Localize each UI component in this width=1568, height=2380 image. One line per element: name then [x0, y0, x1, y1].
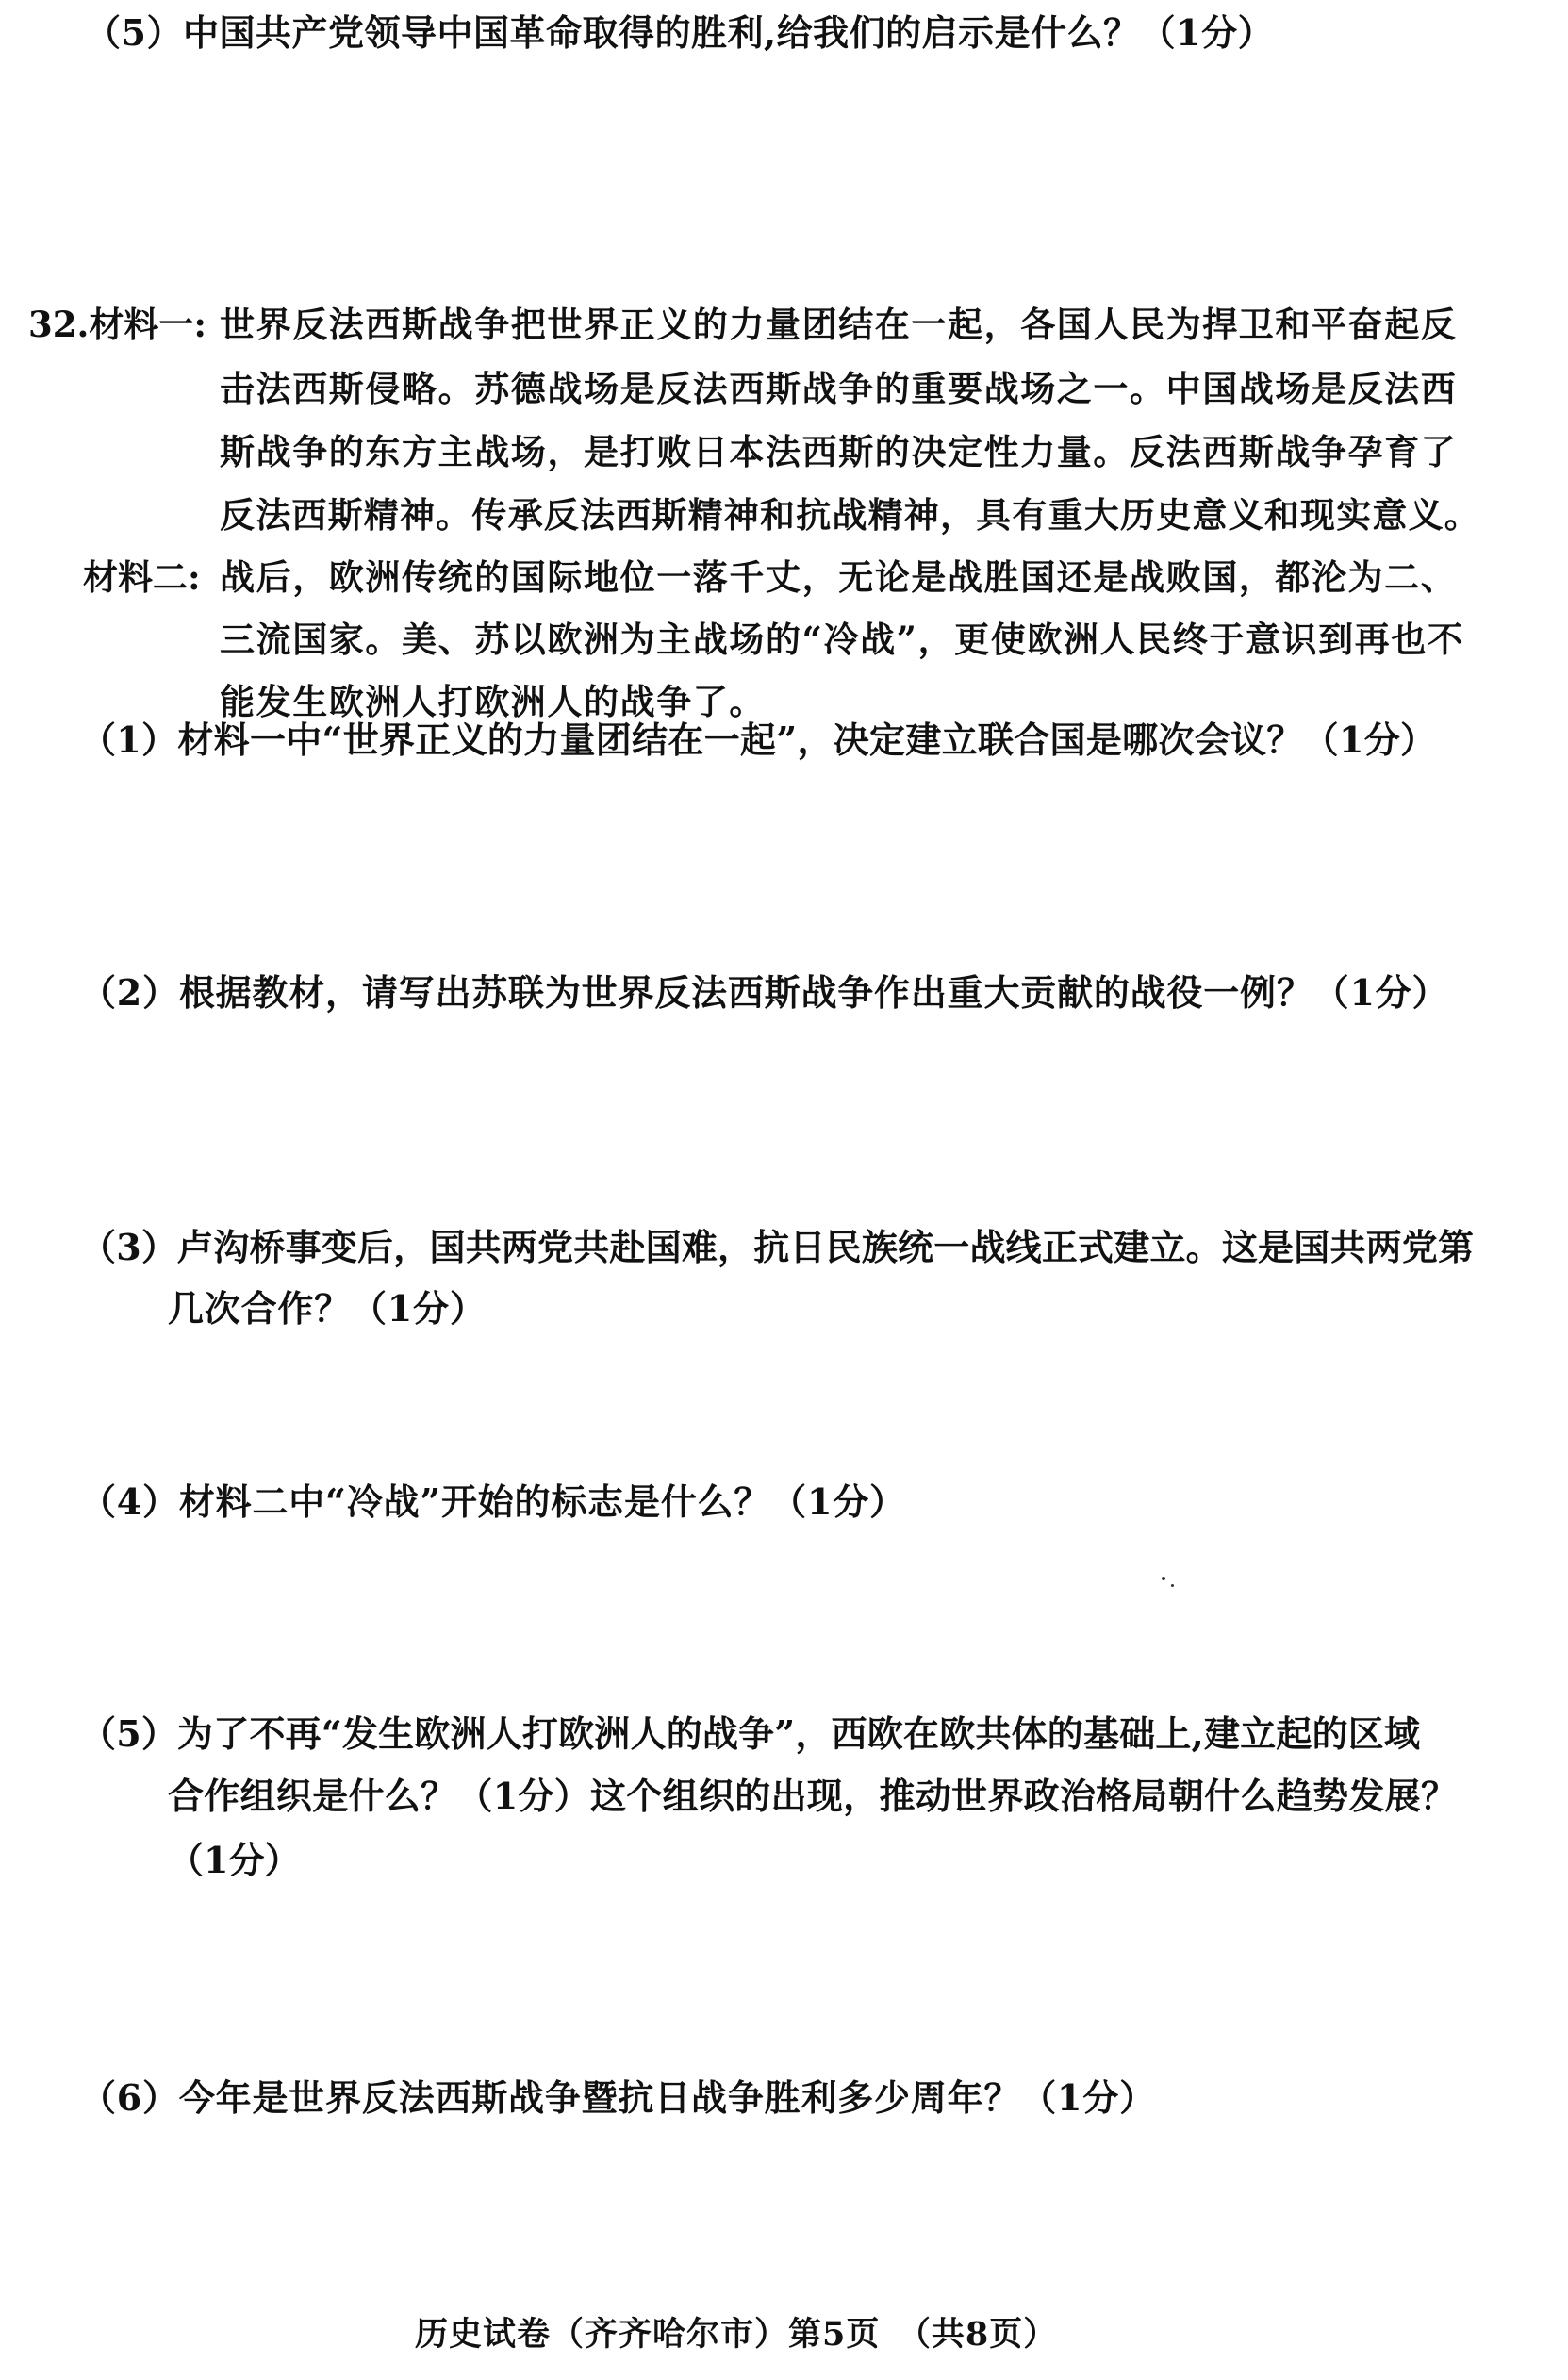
material-1-line: 击法西斯侵略。苏德战场是反法西斯战争的重要战场之一。中国战场是反法西 [220, 368, 1458, 409]
material-1-line: 世界反法西斯战争把世界正义的力量团结在一起，各国人民为捍卫和平奋起反 [220, 304, 1458, 345]
sub-question-6: （6）今年是世界反法西斯战争暨抗日战争胜利多少周年？（1分） [80, 2076, 1156, 2119]
sub-question-2: （2）根据教材，请写出苏联为世界反法西斯战争作出重大贡献的战役一例？（1分） [80, 971, 1449, 1014]
scan-speck [1162, 1577, 1165, 1580]
page-footer: 历史试卷（齐齐哈尔市）第5页 （共8页） [415, 2315, 1058, 2354]
material-2-line: 三流国家。美、苏以欧洲为主战场的“冷战”，更使欧洲人民终于意识到再也不 [220, 619, 1464, 660]
material-2-label: 材料二: [83, 556, 201, 598]
sub-question-5-continued: 合作组织是什么？（1分）这个组织的出现，推动世界政治格局朝什么趋势发展？ [168, 1775, 1458, 1817]
material-2-line: 战后，欧洲传统的国际地位一落千丈，无论是战胜国还是战败国，都沦为二、 [220, 556, 1458, 598]
scan-speck [1171, 1584, 1174, 1587]
prev-question-5: （5）中国共产党领导中国革命取得的胜利,给我们的启示是什么？（1分） [85, 11, 1275, 54]
sub-question-3-continued: 几次合作？（1分） [168, 1287, 487, 1330]
sub-question-5: （5）为了不再“发生欧洲人打欧洲人的战争”，西欧在欧共体的基础上,建立起的区域 [80, 1712, 1421, 1755]
material-1-label: 32.材料一: [28, 304, 207, 345]
sub-question-3: （3）卢沟桥事变后，国共两党共赴国难，抗日民族统一战线正式建立。这是国共两党第 [80, 1226, 1475, 1268]
material-1-line: 反法西斯精神。传承反法西斯精神和抗战精神，具有重大历史意义和现实意义。 [220, 494, 1480, 536]
sub-question-4: （4）材料二中“冷战”开始的标志是什么？（1分） [80, 1480, 906, 1523]
sub-question-1: （1）材料一中“世界正义的力量团结在一起”，决定建立联合国是哪次会议？（1分） [80, 719, 1437, 761]
material-2-line: 能发生欧洲人打欧洲人的战争了。 [220, 681, 766, 722]
material-1-line: 斯战争的东方主战场，是打败日本法西斯的决定性力量。反法西斯战争孕育了 [220, 431, 1458, 472]
sub-question-5-continued: （1分） [168, 1839, 301, 1881]
